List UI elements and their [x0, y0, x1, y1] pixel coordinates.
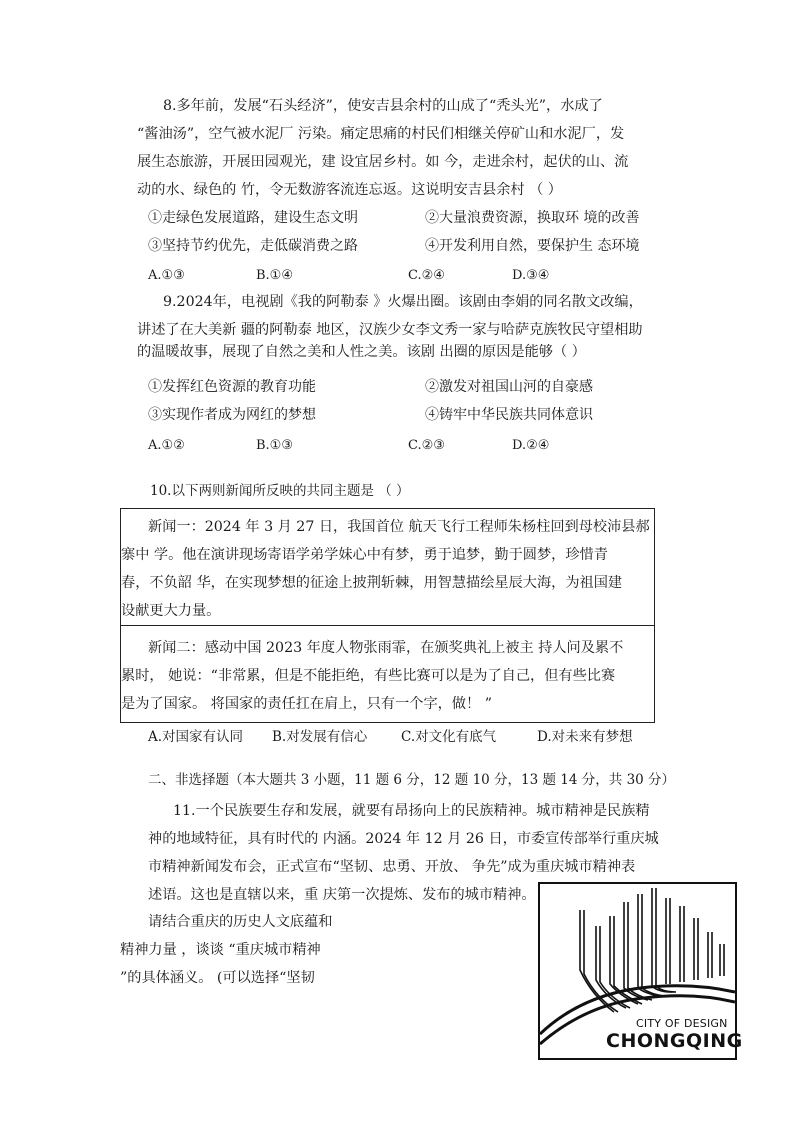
- q10-choice-a: A.对国家有认同: [148, 729, 244, 745]
- q8-statement-2: ②大量浪费资源，换取环 境的改善: [425, 210, 640, 226]
- q8-choice-d: D.③④: [512, 268, 550, 283]
- q9-choice-d: D.②④: [512, 438, 550, 453]
- q8-choice-a: A.①③: [148, 268, 185, 283]
- city-of-design-logo: [538, 882, 743, 1060]
- q11-line-1: 11.一个民族要生存和发展，就要有昂扬向上的民族精神。城市精神是民族精: [173, 803, 650, 819]
- news1-line-2: 寨中 学。他在演讲现场寄语学弟学妹心中有梦，勇于追梦，勤于圆梦，珍惜青: [121, 547, 608, 563]
- q10-choice-d: D.对未来有梦想: [537, 729, 633, 745]
- q9-statement-2: ②激发对祖国山河的自豪感: [425, 379, 593, 395]
- news2-line-3: 是为了国家。 将国家的责任扛在肩上，只有一个字，做！ ”: [121, 696, 492, 712]
- q9-choice-c: C.②③: [408, 438, 445, 453]
- q8-statement-1: ①走绿色发展道路，建设生态文明: [148, 210, 358, 226]
- logo-text-city-of-design: CITY OF DESIGN: [636, 1017, 728, 1030]
- q9-statement-1: ①发挥红色资源的教育功能: [148, 379, 316, 395]
- logo-text-chongqing: CHONGQING: [606, 1030, 743, 1052]
- q10-choice-b: B.对发展有信心: [272, 729, 368, 745]
- q11-line-4: 述语。这也是直辖以来，重 庆第一次提炼、发布的城市精神。: [148, 887, 536, 903]
- q8-choice-c: C.②④: [408, 268, 445, 283]
- q11-task-line-2: 精神力量 ，谈谈 “重庆城市精神: [120, 942, 321, 958]
- q11-line-3: 市精神新闻发布会，正式宣布“坚韧、忠勇、开放、 争先”成为重庆城市精神表: [148, 859, 636, 875]
- news1-line-4: 设献更大力量。: [121, 603, 221, 619]
- q8-line-4: 动的水、绿色的 竹，令无数游客流连忘返。这说明安吉县余村 （ ）: [137, 182, 562, 198]
- q8-line-2: “酱油汤”，空气被水泥厂 污染。痛定思痛的村民们相继关停矿山和水泥厂，发: [137, 126, 625, 142]
- news2-line-2: 累时， 她说：“非常累，但是不能拒绝，有些比赛可以是为了自己，但有些比赛: [121, 668, 616, 684]
- q9-line-1: 9.2024年，电视剧《我的阿勒泰 》火爆出圈。该剧由李娟的同名散文改编，: [163, 294, 643, 310]
- q11-task-line-1: 请结合重庆的历史人文底蕴和: [148, 914, 333, 930]
- q9-line-3: 的温暖故事，展现了自然之美和人性之美。该剧 出圈的原因是能够（ ）: [137, 344, 586, 360]
- q8-line-1: 8.多年前，发展“石头经济”，使安吉县余村的山成了“秃头光”，水成了: [163, 98, 603, 114]
- q9-statement-3: ③实现作者成为网红的梦想: [148, 407, 316, 423]
- news1-line-1: 新闻一：2024 年 3 月 27 日，我国首位 航天飞行工程师朱杨柱回到母校沛县郝: [148, 519, 650, 535]
- news2-line-1: 新闻二：感动中国 2023 年度人物张雨霏，在颁奖典礼上被主 持人问及累不: [148, 640, 624, 656]
- q9-choice-b: B.①③: [256, 438, 293, 453]
- q8-line-3: 展生态旅游，开展田园观光，建 设宜居乡村。如 今，走进余村，起伏的山、流: [137, 154, 629, 170]
- section-2-title: 二、非选择题（本大题共 3 小题，11 题 6 分，12 题 10 分，13 题 14 分，共 30 分）: [148, 772, 676, 788]
- q9-line-2: 讲述了在大美新 疆的阿勒泰 地区，汉族少女李文秀一家与哈萨克族牧民守望相助: [137, 322, 643, 338]
- q8-statement-3: ③坚持节约优先，走低碳消费之路: [148, 238, 358, 254]
- q9-choice-a: A.①②: [148, 438, 185, 453]
- q8-choice-b: B.①④: [256, 268, 293, 283]
- q11-line-2: 神的地域特征，具有时代的 内涵。2024 年 12 月 26 日，市委宣传部举行重庆城: [148, 831, 659, 847]
- q10-stem: 10.以下两则新闻所反映的共同主题是 （ ）: [150, 483, 410, 499]
- q8-statement-4: ④开发利用自然，要保护生 态环境: [425, 238, 640, 254]
- news1-line-3: 春，不负韶 华，在实现梦想的征途上披荆斩棘，用智慧描绘星辰大海，为祖国建: [121, 575, 623, 591]
- q11-task-line-3: ”的具体涵义。 (可以选择“坚韧: [120, 970, 315, 986]
- q10-choice-c: C.对文化有底气: [401, 729, 497, 745]
- q9-statement-4: ④铸牢中华民族共同体意识: [425, 407, 593, 423]
